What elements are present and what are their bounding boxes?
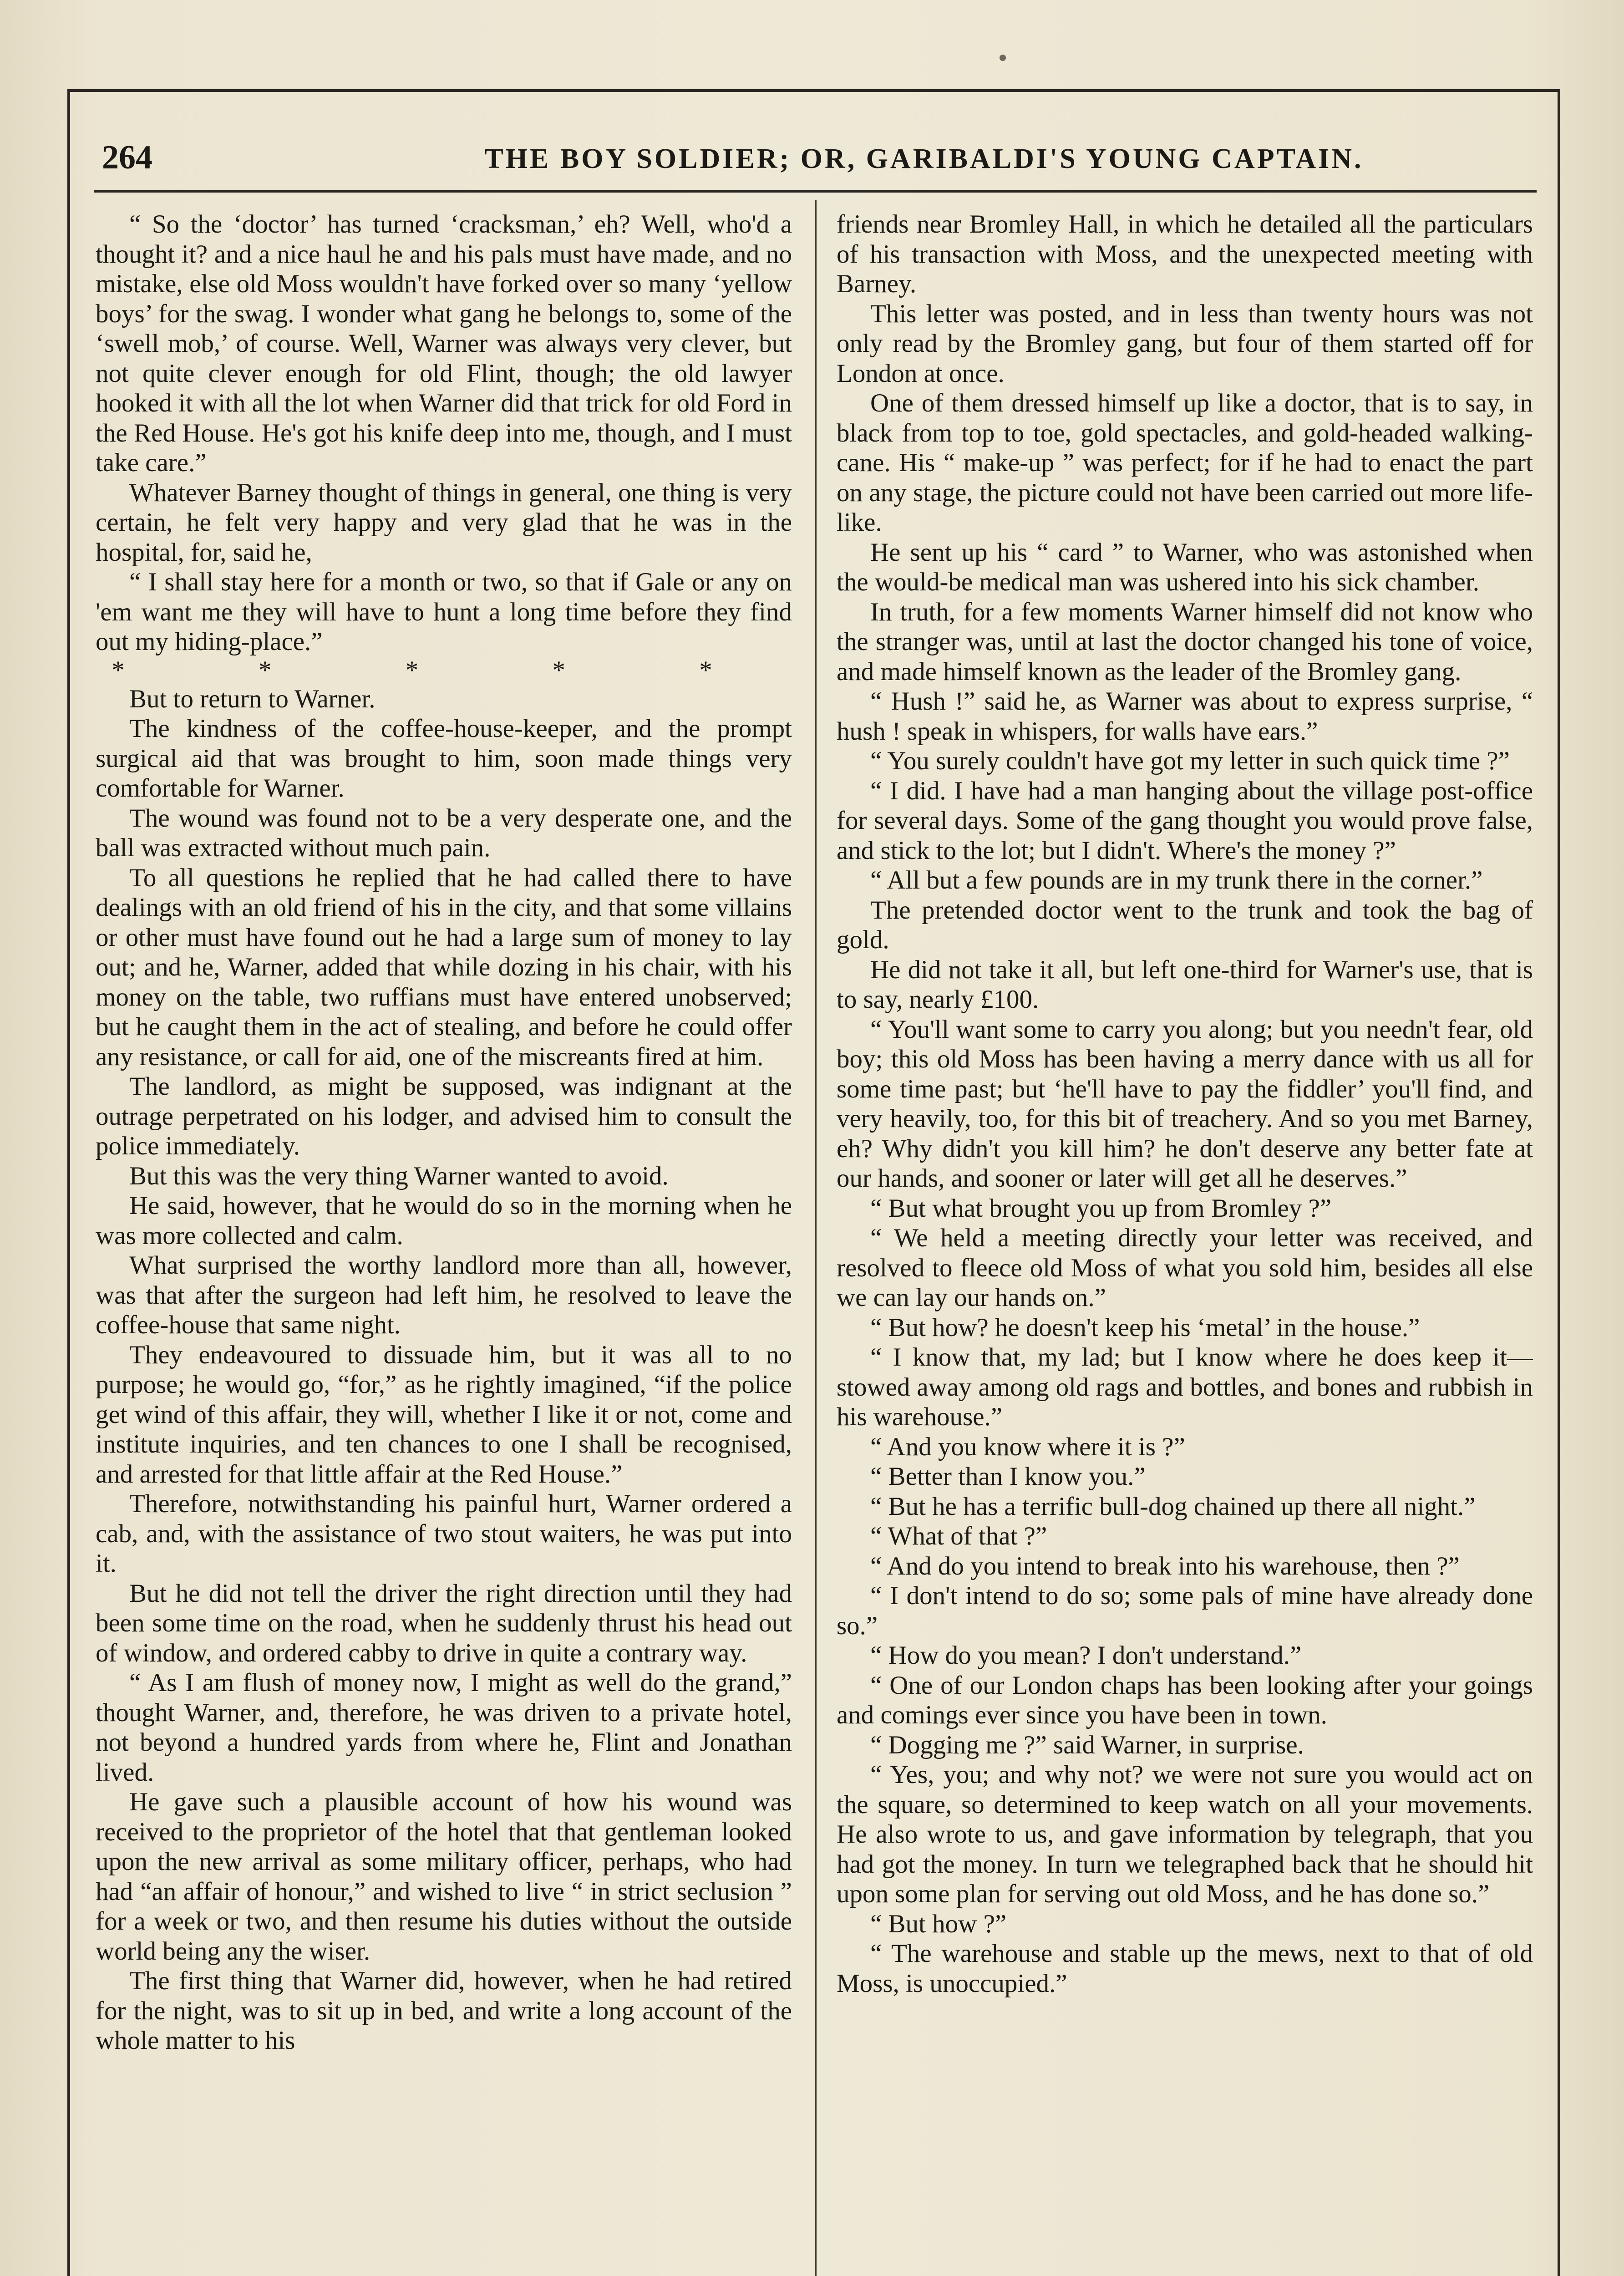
column-divider	[815, 200, 817, 2276]
paragraph: He sent up his “ card ” to Warner, who was astonished when the would-be medical man was ushered into his sick chamber.	[837, 538, 1533, 596]
paragraph: “ But what brought you up from Bromley ?”	[870, 1194, 1332, 1223]
paragraph: “ Hush !” said he, as Warner was about to express surprise, “ hush ! speak in whispers, for walls have ears.”	[837, 687, 1533, 746]
paragraph: “ But he has a terrific bull-dog chained up there all night.”	[870, 1492, 1476, 1521]
paragraph: “ You surely couldn't have got my letter in such quick time ?”	[870, 747, 1510, 775]
paragraph: The landlord, as might be supposed, was indignant at the outrage perpetrated on his lodger, and advised him to consult the police immediately.	[96, 1072, 792, 1160]
paragraph: He said, however, that he would do so in the morning when he was more collected and calm.	[96, 1191, 792, 1250]
paragraph: “ One of our London chaps has been looking after your goings and comings ever since you have been in town.	[837, 1671, 1533, 1729]
ink-dot	[1000, 55, 1006, 61]
paragraph: “ Yes, you; and why not? we were not sure you would act on the square, so determined to keep watch on all your movements. He also wrote to us, and gave information by telegraph, that you had got the money. In turn we telegraphed back that he should hit upon some plan for serving out old Moss, and he has done so.”	[837, 1760, 1533, 1908]
paragraph: He did not take it all, but left one-third for Warner's use, that is to say, nearly £100.	[837, 955, 1533, 1014]
paragraph: In truth, for a few moments Warner himself did not know who the stranger was, until at last the doctor changed his tone of voice, and made himself known as the leader of the Bromley gang.	[837, 597, 1533, 686]
paragraph: But he did not tell the driver the right direction until they had been some time on the road, when he suddenly thrust his head out of window, and ordered cabby to drive in quite a contrary way.	[96, 1579, 792, 1667]
paragraph: “ But how? he doesn't keep his ‘metal’ in the house.”	[870, 1313, 1420, 1342]
paragraph: Therefore, notwithstanding his painful hurt, Warner ordered a cab, and, with the assistance of two stout waiters, he was put into it.	[96, 1489, 792, 1578]
paragraph: “ How do you mean? I don't understand.”	[870, 1641, 1302, 1670]
paragraph: This letter was posted, and in less than twenty hours was not only read by the Bromley gang, but four of them started off for London at once.	[837, 299, 1533, 388]
paragraph: The first thing that Warner did, however, when he had retired for the night, was to sit up in bed, and write a long account of the whole matter to his	[96, 1966, 792, 2055]
paragraph: “ All but a few pounds are in my trunk there in the corner.”	[870, 866, 1483, 894]
right-column	[837, 209, 1533, 2276]
paragraph: “ The warehouse and stable up the mews, next to that of old Moss, is unoccupied.”	[837, 1939, 1533, 1998]
paragraph: “ You'll want some to carry you along; but you needn't fear, old boy; this old Moss has been having a merry dance with us all for some time past; but ‘he'll have to pay the fiddler’ you'll find, and very heavily, too, for this bit of treachery. And so you met Barney, eh? Why didn't you kill him? he don't deserve any better fate at our hands, and sooner or later will get all he deserves.”	[837, 1015, 1533, 1193]
paragraph: The pretended doctor went to the trunk and took the bag of gold.	[837, 895, 1533, 954]
paragraph: “ What of that ?”	[870, 1522, 1047, 1550]
paragraph: “ I did. I have had a man hanging about the village post-office for several days. Some of the gang thought you would prove false, and stick to the lot; but I didn't. Where's the money ?”	[837, 776, 1533, 865]
paragraph: “ Dogging me ?” said Warner, in surprise.	[870, 1730, 1304, 1759]
paragraph: “ But how ?”	[870, 1909, 1007, 1938]
running-title: THE BOY SOLDIER; OR, GARIBALDI'S YOUNG CAPTAIN.	[484, 143, 1364, 174]
page-number: 264	[102, 139, 152, 176]
paragraph: He gave such a plausible account of how his wound was received to the proprietor of the hotel that that gentleman looked upon the new arrival as some military officer, perhaps, who had had “an affair of honour,” and wished to live “ in strict seclusion ” for a week or two, and then resume his duties without the outside world being any the wiser.	[96, 1788, 792, 1966]
paragraph: “ So the ‘doctor’ has turned ‘cracksman,’ eh? Well, who'd a thought it? and a nice haul he and his pals must have made, and no mistake, else old Moss wouldn't have forked over so many ‘yellow boys’ for the swag. I wonder what gang he belongs to, some of the ‘swell mob,’ of course. Well, Warner was always very clever, but not quite clever enough for old Flint, though; the old lawyer hooked it with all the lot when Warner did that trick for old Ford in the Red House. He's got his knife deep into me, though, and I must take care.”	[96, 210, 792, 477]
left-column	[96, 209, 792, 2276]
section-break: * * * * *	[112, 655, 776, 685]
paragraph: The kindness of the coffee-house-keeper, and the prompt surgical aid that was brought to him, soon made things very comfortable for Warner.	[96, 714, 792, 803]
paragraph: One of them dressed himself up like a doctor, that is to say, in black from top to toe, gold spectacles, and gold-headed walking-cane. His “ make-up ” was perfect; for if he had to enact the part on any stage, the picture could not have been carried out more life-like.	[837, 389, 1533, 537]
paragraph: “ I don't intend to do so; some pals of mine have already done so.”	[837, 1581, 1533, 1640]
paragraph: “ We held a meeting directly your letter was received, and resolved to fleece old Moss of what you sold him, besides all else we can lay our hands on.”	[837, 1224, 1533, 1312]
paragraph: Whatever Barney thought of things in general, one thing is very certain, he felt very happy and very glad that he was in the hospital, for, said he,	[96, 478, 792, 567]
paragraph: The wound was found not to be a very desperate one, and the ball was extracted without much pain.	[96, 803, 792, 862]
paragraph: “ I shall stay here for a month or two, so that if Gale or any on 'em want me they will have to hunt a long time before they find out my hiding-place.”	[96, 568, 792, 656]
paragraph: “ I know that, my lad; but I know where he does keep it—stowed away among old rags and bottles, and bones and rubbish in his warehouse.”	[837, 1343, 1533, 1431]
paragraph: But this was the very thing Warner wanted to avoid.	[129, 1161, 669, 1190]
header-rule	[94, 190, 1537, 193]
paragraph: “ And you know where it is ?”	[870, 1432, 1185, 1461]
paragraph: They endeavoured to dissuade him, but it was all to no purpose; he would go, “for,” as he rightly imagined, “if the police get wind of this affair, they will, whether I like it or not, come and institute inquiries, and ten chances to one I shall be recognised, and arrested for that little affair at the Red House.”	[96, 1340, 792, 1489]
paragraph: What surprised the worthy landlord more than all, however, was that after the surgeon had left him, he resolved to leave the coffee-house that same night.	[96, 1251, 792, 1339]
paragraph: “ As I am flush of money now, I might as well do the grand,” thought Warner, and, therefore, he was driven to a private hotel, not beyond a hundred yards from where he, Flint and Jonathan lived.	[96, 1668, 792, 1787]
paragraph: “ Better than I know you.”	[870, 1462, 1146, 1491]
paragraph: friends near Bromley Hall, in which he detailed all the particulars of his transaction with Moss, and the unexpected meeting with Barney.	[837, 210, 1533, 298]
paragraph: “ And do you intend to break into his warehouse, then ?”	[870, 1551, 1460, 1580]
paragraph: But to return to Warner.	[129, 684, 376, 713]
paragraph: To all questions he replied that he had called there to have dealings with an old friend of his in the city, and that some villains or other must have found out he had a large sum of money to lay out; and he, Warner, added that while dozing in his chair, with his money on the table, two ruffians must have entered unobserved; but he caught them in the act of stealing, and before he could offer any resistance, or call for aid, one of the miscreants fired at him.	[96, 863, 792, 1071]
